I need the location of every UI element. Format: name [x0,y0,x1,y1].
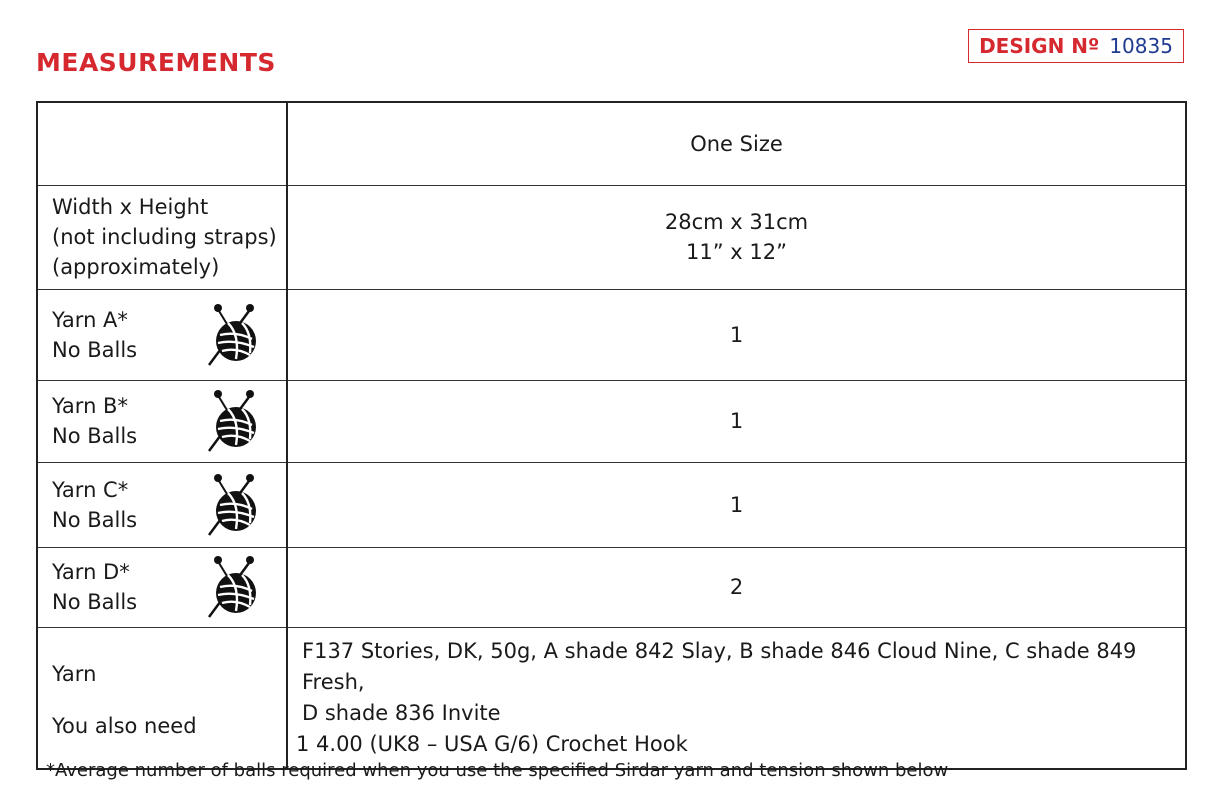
yarn-c-label-cell [37,462,287,547]
hook-detail: 1 4.00 (UK8 – USA G/6) Crochet Hook [296,731,688,756]
yarn-ball-needles-icon [206,553,262,621]
footnote: *Average number of balls required when you use the specified Sirdar yarn and tension shown below [46,760,949,781]
yarn-ball-needles-icon [206,301,262,369]
yarn-detail-line1: F137 Stories, DK, 50g, A shade 842 Slay, B shade 846 Cloud Nine, C shade 849 Fresh, [302,638,1137,694]
yarn-c-label: Yarn C* [52,477,129,502]
yarn-d-label-cell [37,547,287,627]
yarn-a-sublabel: No Balls [52,337,138,362]
design-number: 10835 [1109,34,1173,58]
yarn-ball-needles-icon [206,471,262,539]
dimensions-value-cm: 28cm x 31cm [664,210,809,234]
yarn-a-value: 1 [287,289,1186,380]
yarn-b-label-cell [37,380,287,462]
table-row [37,462,1186,547]
yarn-c-value: 1 [287,462,1186,547]
yarn-label: Yarn [52,661,97,686]
also-need-label: You also need [52,713,197,738]
yarn-b-value: 1 [287,380,1186,462]
design-label: DESIGN Nº [979,34,1100,58]
yarn-c-sublabel: No Balls [52,507,138,532]
dimensions-value-cell [287,185,1186,289]
yarn-d-sublabel: No Balls [52,590,138,614]
table-row [37,380,1186,462]
yarn-d-value: 2 [287,547,1186,627]
measurements-table [36,101,1187,770]
design-number-badge [968,29,1184,63]
table-row [37,185,1186,289]
materials-value-cell [287,627,1186,769]
yarn-b-label: Yarn B* [52,394,128,418]
table-row [37,627,1186,769]
table-row [37,102,1186,185]
yarn-d-label: Yarn D* [52,560,130,584]
table-row [37,547,1186,627]
materials-label-cell [37,627,287,769]
dimensions-label-cell [37,185,287,289]
empty-header-cell [37,102,287,185]
size-header: One Size [287,102,1186,185]
dimensions-label-line3: (approximately) [52,255,220,279]
dimensions-label-line2: (not including straps) [52,225,277,249]
table-row [37,289,1186,380]
yarn-b-sublabel: No Balls [52,424,138,448]
dimensions-label-line1: Width x Height [52,195,209,219]
yarn-detail-line2: D shade 836 Invite [302,700,501,725]
yarn-ball-needles-icon [206,387,262,455]
page-title: MEASUREMENTS [36,48,276,77]
yarn-a-label-cell [37,289,287,380]
dimensions-value-in: 11” x 12” [686,240,787,264]
yarn-a-label: Yarn A* [52,307,128,332]
